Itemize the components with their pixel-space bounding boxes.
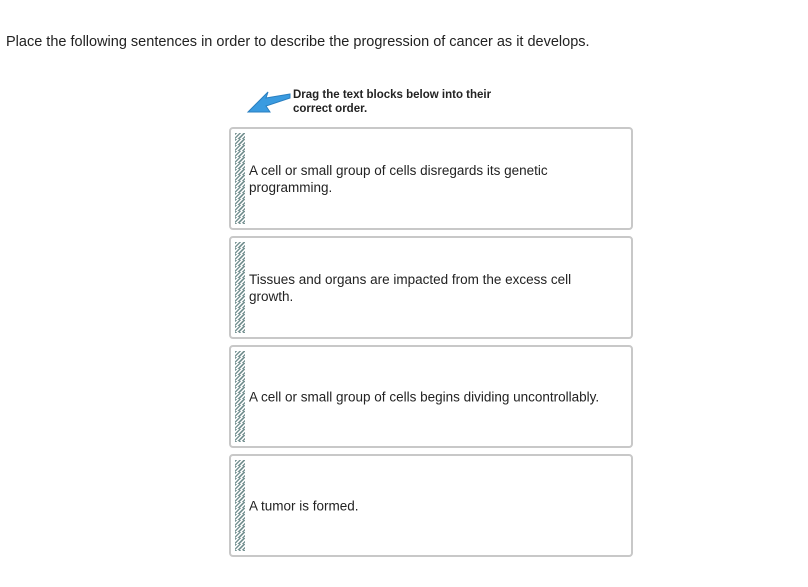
sortable-item-text: A tumor is formed. <box>249 498 359 513</box>
sortable-item-text: Tissues and organs are impacted from the excess cell growth. <box>249 271 572 304</box>
drag-handle-icon[interactable] <box>235 242 245 333</box>
sortable-item-text: A cell or small group of cells disregards its genetic programming. <box>249 162 548 195</box>
drag-handle-icon[interactable] <box>235 460 245 551</box>
sortable-item[interactable] <box>229 236 633 339</box>
drag-instructions: Drag the text blocks below into their correct order. <box>293 89 492 115</box>
sortable-list <box>229 127 633 563</box>
sortable-item[interactable] <box>229 127 633 230</box>
drag-hint-arrow-icon <box>246 90 292 122</box>
drag-handle-icon[interactable] <box>235 351 245 442</box>
question-prompt: Place the following sentences in order to describe the progression of cancer as it develops. <box>6 34 590 50</box>
sortable-item[interactable] <box>229 454 633 557</box>
sortable-item[interactable] <box>229 345 633 448</box>
sortable-item-text: A cell or small group of cells begins dividing uncontrollably. <box>249 389 600 404</box>
drag-handle-icon[interactable] <box>235 133 245 224</box>
